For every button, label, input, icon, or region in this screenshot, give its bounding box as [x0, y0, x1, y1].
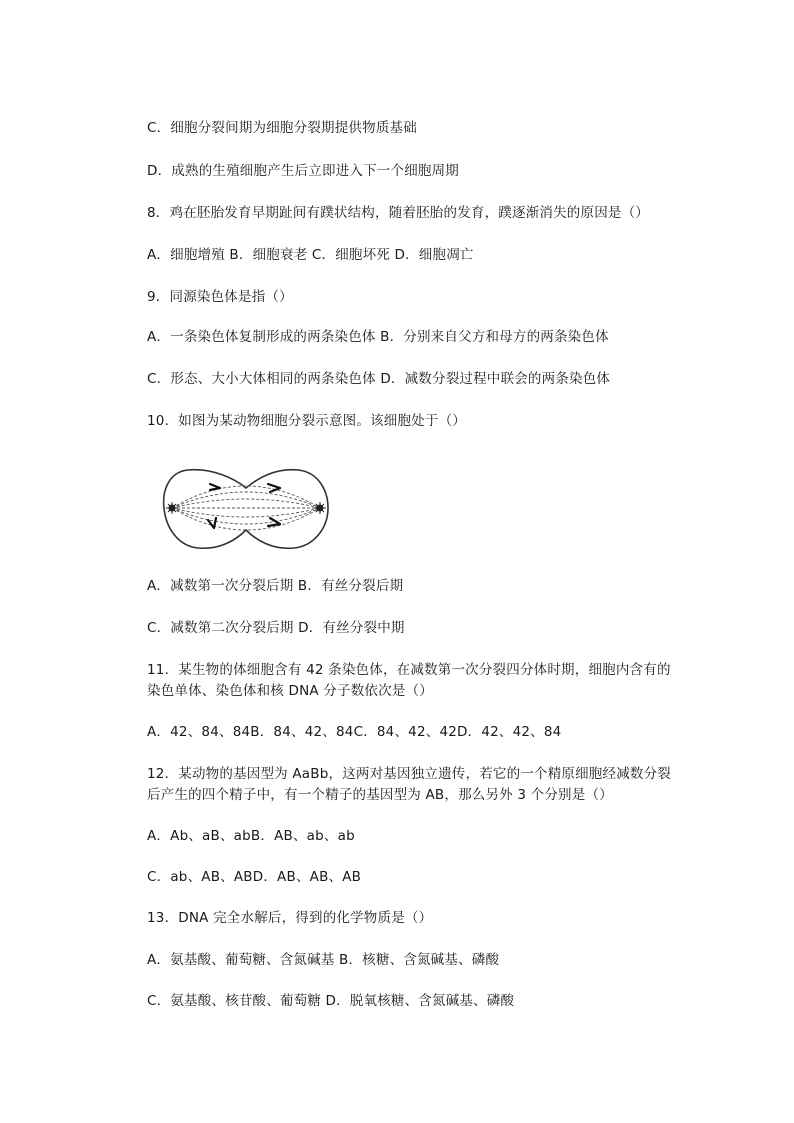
- question-8: 8．鸡在胚胎发育早期趾间有蹼状结构，随着胚胎的发育，蹼逐渐消失的原因是（）: [147, 205, 649, 221]
- option-c-q7: C．细胞分裂间期为细胞分裂期提供物质基础: [147, 120, 417, 136]
- cell-division-figure: [158, 462, 334, 554]
- question-9: 9．同源染色体是指（）: [147, 289, 293, 305]
- question-11-line2: 染色单体、染色体和核 DNA 分子数依次是（）: [147, 683, 433, 699]
- question-12-line2: 后产生的四个精子中，有一个精子的基因型为 AB，那么另外 3 个分别是（）: [147, 787, 613, 803]
- options-cd-q10: C．减数第二次分裂后期 D．有丝分裂中期: [147, 620, 405, 636]
- options-cd-q13: C．氨基酸、核苷酸、葡萄糖 D．脱氧核糖、含氮碱基、磷酸: [147, 993, 515, 1009]
- options-ab-q9: A．一条染色体复制形成的两条染色体 B．分别来自父方和母方的两条染色体: [147, 329, 609, 345]
- question-12-line1: 12．某动物的基因型为 AaBb，这两对基因独立遗传，若它的一个精原细胞经减数分裂: [147, 766, 672, 782]
- options-cd-q9: C．形态、大小大体相同的两条染色体 D．减数分裂过程中联会的两条染色体: [147, 371, 611, 387]
- question-10: 10．如图为某动物细胞分裂示意图。该细胞处于（）: [147, 413, 466, 429]
- question-13: 13．DNA 完全水解后，得到的化学物质是（）: [147, 910, 433, 926]
- chromosomes: [208, 484, 280, 528]
- options-ab-q10: A．减数第一次分裂后期 B．有丝分裂后期: [147, 578, 404, 594]
- options-q11: A．42、84、84B．84、42、84C．84、42、42D．42、42、84: [147, 724, 562, 740]
- options-q8: A．细胞增殖 B．细胞衰老 C．细胞坏死 D．细胞凋亡: [147, 247, 474, 263]
- option-d-q7: D．成熟的生殖细胞产生后立即进入下一个细胞周期: [147, 163, 459, 179]
- cell-membrane: [164, 470, 328, 549]
- options-cd-q12: C．ab、AB、ABD．AB、AB、AB: [147, 869, 362, 885]
- question-11-line1: 11．某生物的体细胞含有 42 条染色体，在减数第一次分裂四分体时期，细胞内含有的: [147, 662, 671, 678]
- options-ab-q13: A．氨基酸、葡萄糖、含氮碱基 B．核糖、含氮碱基、磷酸: [147, 952, 500, 968]
- options-ab-q12: A．Ab、aB、abB．AB、ab、ab: [147, 828, 355, 844]
- spindle-fibers: [172, 486, 320, 530]
